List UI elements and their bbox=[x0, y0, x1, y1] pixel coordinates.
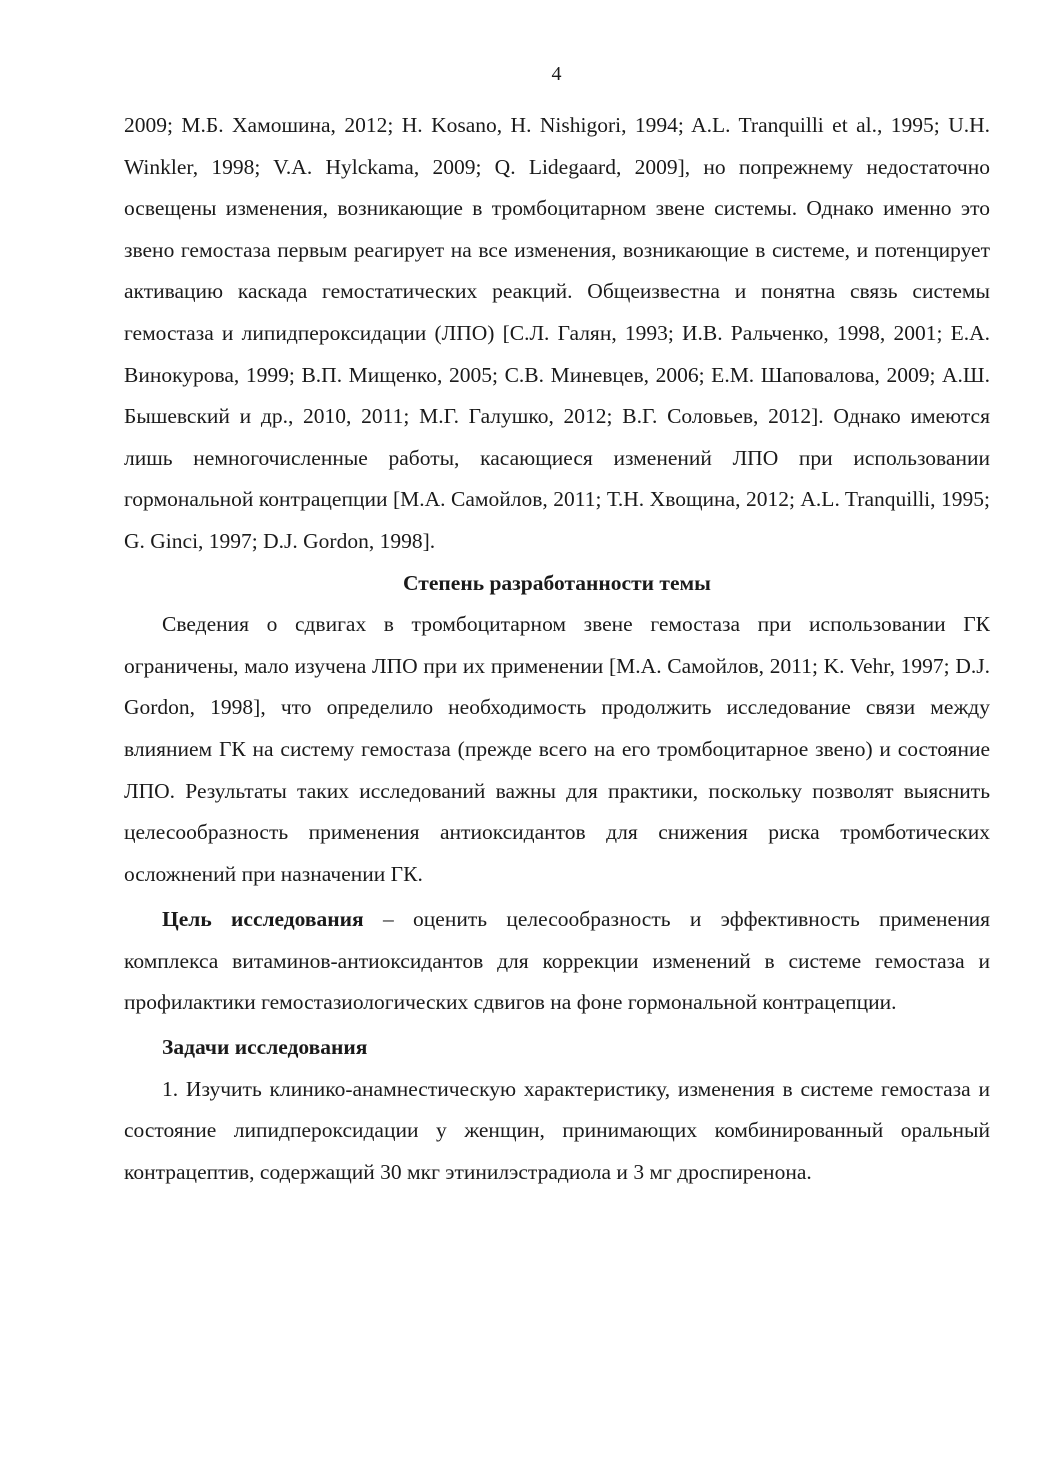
heading-degree-of-development: Степень разработанности темы bbox=[403, 570, 711, 595]
paragraph-literature-review: 2009; М.Б. Хамошина, 2012; H. Kosano, H. Nishigori, 1994; A.L. Tranquilli et al., 1995; U.H. Winkler, 1998; V.A. Hylckama, 2009; Q. Lidegaard, 2009], но попрежнему недостаточно освещены изменения, возникающие в тромбоцитарном звене системы. Однако именно это звено гемостаза первым реагирует на все изменения, возникающие в системе, и потенцирует активацию каскада гемостатических реакций. Общеизвестна и понятна связь системы гемостаза и липидпероксидации (ЛПО) [С.Л. Галян, 1993; И.В. Ральченко, 1998, 2001; Е.А. Винокурова, 1999; В.П. Мищенко, 2005; С.В. Миневцев, 2006; Е.М. Шаповалова, 2009; А.Ш. Бышевский и др., 2010, 2011; М.Г. Галушко, 2012; В.Г. Соловьев, 2012]. Однако имеются лишь немногочисленные работы, касающиеся изменений ЛПО при использовании гормональной контрацепции [М.А. Самойлов, 2011; Т.Н. Хвощина, 2012; A.L. Tranquilli, 1995; G. Ginci, 1997; D.J. Gordon, 1998]. bbox=[124, 113, 990, 553]
research-goal-text: – оценить целесообразность и эффективность применения комплекса витаминов-антиоксидантов для коррекции изменений в системе гемостаза и профилактики гемостазиологических сдвигов на фоне гормональной контрацепции. bbox=[124, 907, 990, 1015]
page-number: 4 bbox=[551, 63, 562, 85]
paragraph-research-goal bbox=[124, 899, 990, 1024]
body-text bbox=[124, 105, 990, 1193]
heading-research-tasks: Задачи исследования bbox=[162, 1035, 368, 1060]
research-goal-label: Цель исследования bbox=[162, 907, 364, 932]
task-item-1: 1. Изучить клинико-анамнестическую характеристику, изменения в системе гемостаза и состояние липидпероксидации у женщин, принимающих комбинированный оральный контрацептив, содержащий 30 мкг этинилэстрадиола и 3 мг дроспиренона. bbox=[124, 1076, 990, 1184]
paragraph-degree-of-development: Сведения о сдвигах в тромбоцитарном звене гемостаза при использовании ГК ограничены, мало изучена ЛПО при их применении [М.А. Самойлов, 2011; K. Vehr, 1997; D.J. Gordon, 1998], что определило необходимость продолжить исследование связи между влиянием ГК на систему гемостаза (прежде всего на его тромбоцитарное звено) и состояние ЛПО. Результаты таких исследований важны для практики, поскольку позволят выяснить целесообразность применения антиоксидантов для снижения риска тромботических осложнений при назначении ГК. bbox=[124, 612, 990, 886]
